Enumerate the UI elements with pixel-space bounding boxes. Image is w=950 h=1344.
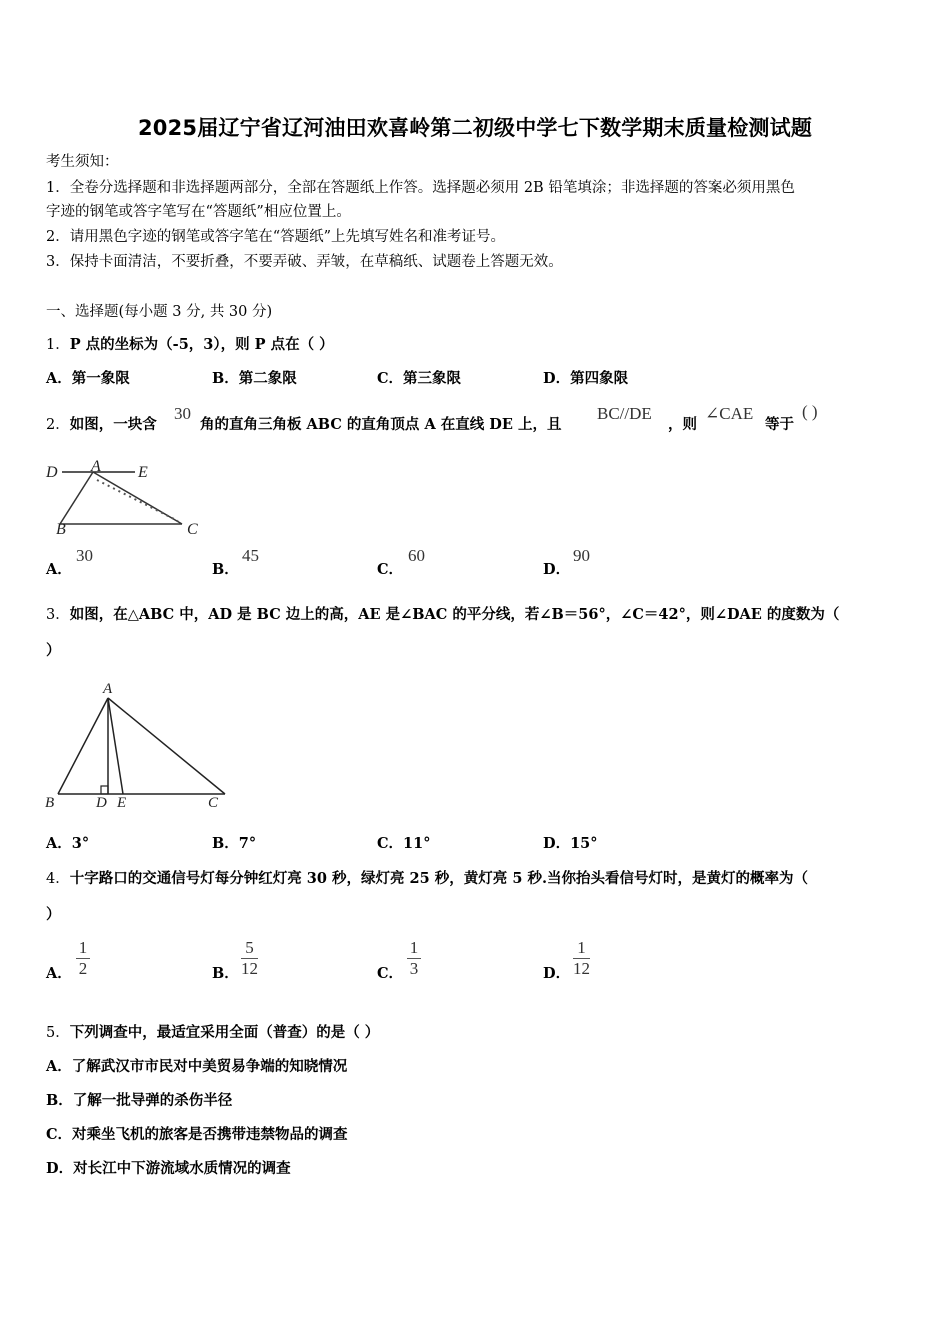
question-text-part-2: 角的直角三角板 ABC 的直角顶点 A 在直线 DE 上，且: [200, 416, 562, 433]
right-angle-mark: [101, 786, 108, 794]
question-text-part-4: 等于: [765, 416, 794, 433]
q4-option-d-label[interactable]: D．: [543, 965, 571, 982]
label-c: C: [187, 521, 198, 538]
q5-option-c[interactable]: C．对乘坐飞机的旅客是否携带违禁物品的调查: [46, 1126, 348, 1143]
q4-option-b-fraction: [241, 938, 258, 979]
math-bc-parallel-de: BC//DE: [597, 404, 652, 423]
q3-figure: [40, 676, 235, 811]
q2-option-d-value: 90: [573, 546, 590, 565]
section-heading: 一、选择题(每小题 3 分, 共 30 分): [46, 304, 273, 320]
side-ac: [108, 698, 225, 794]
label-a: A: [103, 681, 113, 697]
question-text: 下列调查中，最适宜采用全面（普查）的是（ ）: [69, 1024, 380, 1041]
q5-option-d[interactable]: D．对长江中下游流域水质情况的调查: [46, 1160, 291, 1177]
denominator: 3: [409, 959, 419, 978]
label-b: B: [45, 795, 55, 811]
label-e: E: [138, 464, 148, 481]
label-a: A: [91, 458, 101, 475]
question-5: [46, 1023, 379, 1043]
label-b: B: [56, 521, 66, 538]
side-ab: [60, 472, 93, 524]
question-number: 3．: [46, 607, 70, 623]
q2-option-c-value: 60: [408, 546, 425, 565]
q4-option-c-fraction: [407, 938, 421, 979]
notice-line-1a: 1．全卷分选择题和非选择题两部分，全部在答题纸上作答。选择题必须用 2B 铅笔填涂；非选择题的答案必须用黑色: [46, 180, 795, 196]
bisector-ae: [108, 698, 123, 794]
math-angle-cae: ∠CAE: [705, 404, 754, 423]
q4-option-c-label[interactable]: C．: [377, 965, 404, 982]
question-3: [46, 605, 839, 625]
q2-option-a-value: 30: [76, 546, 93, 565]
label-d: D: [46, 464, 58, 481]
numerator: 1: [409, 938, 419, 957]
question-4-close: ）: [46, 906, 61, 923]
side-ab: [58, 698, 108, 794]
label-d: D: [96, 795, 107, 811]
question-2: [46, 415, 157, 435]
q5-option-a[interactable]: A．了解武汉市市民对中美贸易争端的知晓情况: [46, 1058, 348, 1075]
q4-option-a-label[interactable]: A．: [46, 965, 72, 982]
question-1: [46, 335, 334, 355]
question-text-part-1: 如图，一块含: [69, 416, 157, 433]
q2-option-d-label[interactable]: D．: [543, 561, 571, 578]
question-number: 1．: [46, 337, 70, 353]
q3-option-d[interactable]: D．15°: [543, 835, 598, 852]
notice-line-1b: 字迹的钢笔或答字笔写在“答题纸”相应位置上。: [46, 204, 351, 220]
numerator: 5: [245, 938, 254, 957]
q5-option-b[interactable]: B．了解一批导弹的杀伤半径: [46, 1092, 233, 1109]
question-number: 5．: [46, 1025, 70, 1041]
question-text-part-3: ，则: [668, 416, 697, 433]
answer-paren: ( ): [802, 402, 818, 421]
denominator: 12: [241, 959, 258, 978]
question-4: [46, 869, 808, 889]
question-text: 如图，在△ABC 中，AD 是 BC 边上的高，AE 是∠BAC 的平分线，若∠B＝56°，∠C＝42°，则∠DAE 的度数为（: [69, 606, 840, 623]
question-text: 十字路口的交通信号灯每分钟红灯亮 30 秒，绿灯亮 25 秒，黄灯亮 5 秒.当你抬头看信号灯时，是黄灯的概率为（: [69, 870, 809, 887]
q2-figure: [40, 455, 210, 540]
page-title: 2025届辽宁省辽河油田欢喜岭第二初级中学七下数学期末质量检测试题: [137, 116, 813, 140]
notice-line-2: 2．请用黑色字迹的钢笔或答字笔在“答题纸”上先填写姓名和准考证号。: [46, 229, 506, 245]
q3-option-b[interactable]: B．7°: [212, 835, 257, 852]
q2-option-a-label[interactable]: A．: [46, 561, 72, 578]
denominator: 2: [78, 959, 88, 978]
numerator: 1: [577, 938, 586, 957]
notice-heading: 考生须知：: [46, 154, 119, 170]
q1-option-a[interactable]: A．第一象限: [46, 370, 130, 387]
math-30: 30: [174, 404, 191, 423]
notice-line-3: 3．保持卡面清洁，不要折叠，不要弄破、弄皱，在草稿纸、试题卷上答题无效。: [46, 254, 563, 270]
label-c: C: [208, 795, 219, 811]
q1-option-d[interactable]: D．第四象限: [543, 370, 629, 387]
denominator: 12: [573, 959, 590, 978]
q3-option-c[interactable]: C．11°: [377, 835, 431, 852]
numerator: 1: [78, 938, 88, 957]
question-number: 2．: [46, 417, 70, 433]
q4-option-d-fraction: [573, 938, 590, 979]
question-3-close: ）: [46, 642, 61, 659]
q2-option-c-label[interactable]: C．: [377, 561, 404, 578]
q4-option-a-fraction: [76, 938, 90, 979]
q4-option-b-label[interactable]: B．: [212, 965, 239, 982]
q1-option-c[interactable]: C．第三象限: [377, 370, 462, 387]
label-e: E: [117, 795, 127, 811]
q1-option-b[interactable]: B．第二象限: [212, 370, 297, 387]
q2-option-b-label[interactable]: B．: [212, 561, 239, 578]
q3-option-a[interactable]: A．3°: [46, 835, 90, 852]
question-text: P 点的坐标为（-5，3），则 P 点在（ ）: [69, 336, 334, 353]
question-number: 4．: [46, 871, 70, 887]
q2-option-b-value: 45: [242, 546, 259, 565]
